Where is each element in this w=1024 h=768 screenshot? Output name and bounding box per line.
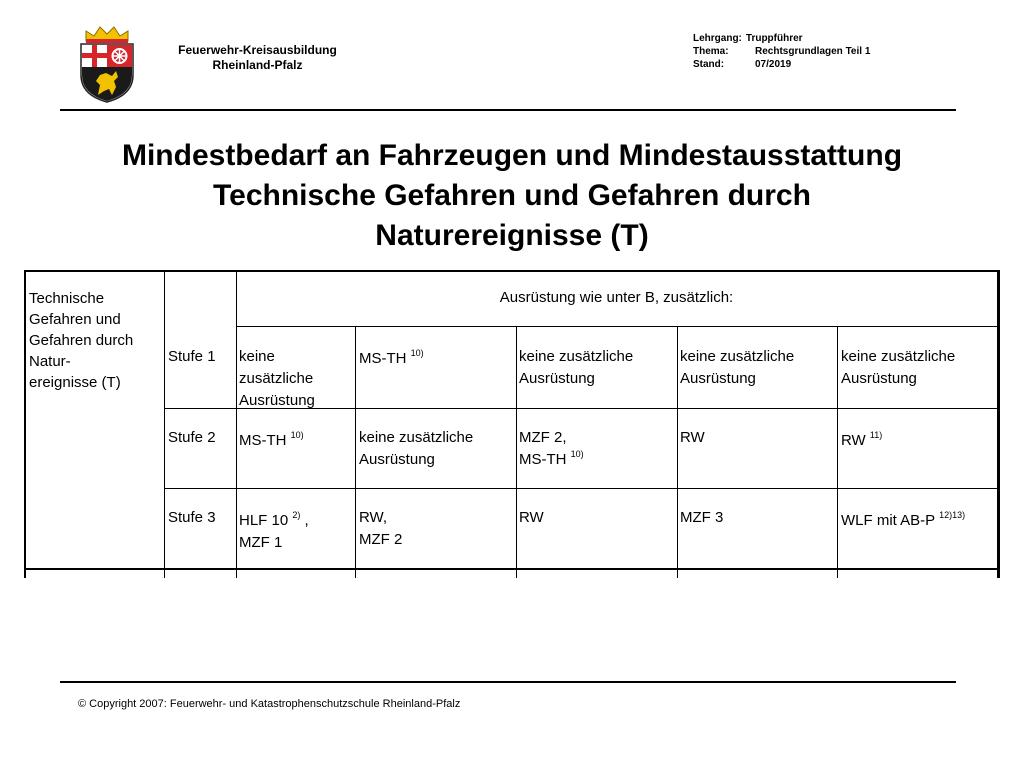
table-cell (239, 430, 353, 452)
title-line-1: Mindestbedarf an Fahrzeugen und Mindestausstattung (121, 139, 903, 172)
page-title (40, 136, 984, 256)
table-cell (680, 346, 835, 390)
cell-line: Ausrüstung (680, 370, 756, 387)
cell-line: MZF 2 (359, 531, 403, 548)
footnote-marker: 11) (869, 430, 883, 440)
organization-line-2: Rheinland-Pfalz (212, 58, 303, 72)
title-line-3: Naturereignisse (T) (375, 219, 649, 252)
meta-value: Rechtsgrundlagen Teil 1 (755, 46, 871, 57)
meta-row-course (693, 32, 870, 45)
cell-punctuation: , (300, 512, 309, 529)
organization-line-1: Feuerwehr-Kreisausbildung (178, 43, 337, 57)
category-line: Gefahren durch (29, 332, 134, 349)
cell-line: MZF 3 (680, 509, 724, 526)
table-cell (841, 510, 996, 532)
cell-line: HLF 10 (239, 512, 289, 529)
cell-line: keine zusätzliche (519, 348, 634, 365)
category-line: ereignisse (T) (29, 374, 121, 391)
organization-name (150, 43, 365, 73)
stufe-label: Stufe 1 (168, 348, 216, 365)
footnote-marker: 12)13) (939, 510, 966, 520)
copyright-notice: © Copyright 2007: Feuerwehr- und Katastrophenschutzschule Rheinland-Pfalz (78, 698, 461, 710)
title-line-2: Technische Gefahren und Gefahren durch (213, 179, 811, 212)
cell-line: keine zusätzliche (680, 348, 795, 365)
table-rule (997, 270, 1000, 578)
stufe-label: Stufe 2 (168, 429, 216, 446)
header-divider (60, 109, 956, 111)
cell-line: WLF mit AB-P (841, 512, 935, 529)
table-cell (239, 510, 353, 554)
table-rule (24, 270, 26, 578)
table-cell (239, 346, 353, 412)
table-rule (677, 326, 678, 578)
cell-line: RW, (359, 509, 388, 526)
table-cell (519, 507, 674, 529)
category-line: Natur- (29, 353, 71, 370)
table-cell (841, 430, 996, 452)
cell-line: RW (680, 429, 705, 446)
meta-row-status (693, 58, 870, 71)
cell-line: RW (841, 432, 866, 449)
footnote-marker: 10) (410, 348, 424, 358)
cell-line: keine zusätzliche (239, 348, 314, 387)
meta-key: Thema: (693, 46, 729, 57)
table-cell (680, 507, 835, 529)
table-rule (837, 326, 838, 578)
table-rule (164, 488, 1000, 489)
table-rule (24, 270, 1000, 272)
cell-line: keine zusätzliche (841, 348, 956, 365)
table-rule (355, 326, 356, 578)
cell-line: MZF 2, (519, 429, 567, 446)
footnote-marker: 10) (290, 430, 304, 440)
footer-divider (60, 681, 956, 683)
table-cell (359, 348, 513, 370)
table-rule (164, 270, 165, 578)
footnote-marker: 2) (292, 510, 301, 520)
table-cell (359, 427, 513, 471)
category-cell (29, 288, 161, 393)
table-rule (516, 326, 517, 578)
header-note: Ausrüstung wie unter B, zusätzlich: (499, 289, 734, 306)
table-cell (841, 346, 996, 390)
cell-line: Ausrüstung (239, 392, 315, 409)
table-rule (236, 270, 237, 578)
cell-line: MS-TH (239, 432, 287, 449)
meta-key: Stand: (693, 59, 725, 70)
category-line: Gefahren und (29, 311, 121, 328)
table-rule (236, 326, 1000, 327)
meta-value: 07/2019 (755, 59, 792, 70)
meta-key: Lehrgang: (693, 33, 742, 44)
category-line: Technische (29, 290, 105, 307)
cell-line: Ausrüstung (519, 370, 595, 387)
cell-line: RW (519, 509, 544, 526)
table-cell (359, 507, 513, 551)
table-rule (24, 568, 1000, 570)
course-meta (693, 32, 870, 71)
footnote-marker: 10) (570, 449, 584, 459)
meta-row-topic (693, 45, 870, 58)
cell-line: keine zusätzliche (359, 429, 474, 446)
meta-value: Truppführer (745, 33, 803, 44)
cell-line: MZF 1 (239, 534, 283, 551)
equipment-table (24, 270, 1000, 578)
cell-line: Ausrüstung (841, 370, 917, 387)
table-cell (680, 427, 835, 449)
cell-line: MS-TH (519, 451, 567, 468)
cell-line: Ausrüstung (359, 451, 435, 468)
rheinland-pfalz-coat-of-arms-icon (76, 25, 138, 103)
stufe-label: Stufe 3 (168, 509, 216, 526)
table-cell (519, 427, 674, 471)
cell-line: MS-TH (359, 350, 407, 367)
table-cell (519, 346, 674, 390)
